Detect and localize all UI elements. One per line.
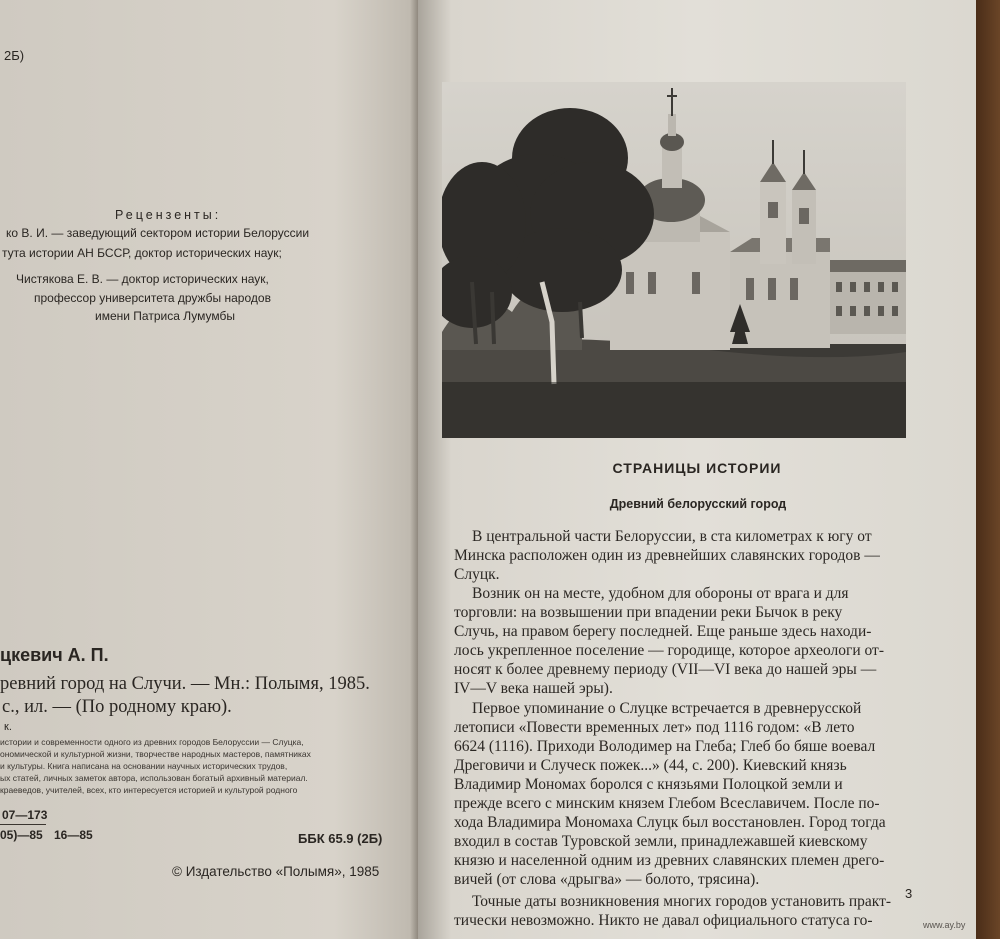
watermark: www.ay.by (923, 920, 966, 930)
right-page (418, 0, 976, 939)
cathedral-illustration (442, 82, 906, 438)
body-line: вичей (от слова «дрыгва» — болото, трясина). (454, 871, 760, 888)
body-line: Минска расположен один из древнейших славянских городов — (454, 547, 880, 564)
section-title: СТРАНИЦЫ ИСТОРИИ (612, 460, 782, 476)
book-title-line-2: с., ил. — (По родному краю). (2, 697, 232, 717)
annotation-line-3: и культуры. Книга написана на основании научных исторических трудов, (0, 761, 288, 771)
section-subtitle: Древний белорусский город (609, 497, 787, 511)
code-line-3: 16—85 (54, 828, 93, 842)
body-line: Владимир Мономах боролся с князьями Полоцкой земли и (454, 776, 843, 793)
body-line: тически невозможно. Никто не давал официального статуса го- (454, 912, 873, 929)
code-divider (0, 824, 46, 825)
body-line: торговли: на возвышении при впадении реки Бычок в реку (454, 604, 843, 621)
body-line: Дреговичи и Случеск пожек...» (44, с. 200). Киевский князь (454, 757, 847, 774)
body-line: Первое упоминание о Слуцке встречается в древнерусской (472, 700, 862, 717)
body-line: Слуцк. (454, 566, 500, 583)
body-line: Случь, на правом берегу последней. Еще раньше здесь находи- (454, 623, 872, 640)
reviewer1-line-2: тута истории АН БССР, доктор исторических наук; (2, 246, 282, 260)
bbk-code: ББК 65.9 (2Б) (298, 831, 383, 846)
body-line: В центральной части Белоруссии, в ста километрах к югу от (472, 528, 872, 545)
reviewer2-line-2: профессор университета дружбы народов (34, 291, 271, 305)
annotation-line-4: ых статей, личных заметок автора, использован богатый архивный материал. (0, 773, 308, 783)
left-page (0, 0, 418, 939)
body-line: носят к более древнему периоду (VII—VI века до нашей эры — (454, 661, 877, 678)
annotation-line-5: краеведов, учителей, всех, кто интересуется историей и культурой родного (0, 785, 298, 795)
body-line: 6624 (1116). Приходи Володимер на Глеба; Глеб бо бяше воевал (454, 738, 876, 755)
copyright-line: © Издательство «Полымя», 1985 (172, 864, 380, 879)
code-line-2: 05)—85 (0, 828, 43, 842)
body-line: хода Владимира Мономаха Слуцк был восстановлен. Город тогда (454, 814, 886, 831)
code-line-1: 07—173 (2, 808, 48, 822)
book-title-line-3: к. (4, 721, 12, 733)
page-number: 3 (905, 886, 913, 901)
body-line: лось укрепленное поселение — городище, которое археологи от- (454, 642, 884, 659)
annotation-line-1: истории и современности одного из древних городов Белоруссии — Слуцка, (0, 737, 304, 747)
top-code: 2Б) (4, 48, 25, 63)
author-name: цкевич А. П. (0, 645, 109, 665)
body-line: князю и населенной одним из древних славянских племен дрего- (454, 852, 885, 869)
body-line: прежде всего с минским князем Глебом Всеславичем. После по- (454, 795, 880, 812)
body-line: летописи «Повести временных лет» под 1116 годом: «В лето (454, 719, 855, 736)
body-line: входил в состав Туровской земли, принадлежавшей киевскому (454, 833, 868, 850)
reviewer2-line-1: Чистякова Е. В. — доктор исторических наук, (16, 272, 269, 286)
book-title-line-1: ревний город на Случи. — Мн.: Полымя, 1985. (0, 674, 370, 694)
reviewer1-line-1: ко В. И. — заведующий сектором истории Белоруссии (6, 226, 310, 240)
body-line: IV—V века нашей эры). (454, 680, 613, 697)
body-line: Точные даты возникновения многих городов установить практ- (472, 893, 892, 910)
cathedral-engraving-image (442, 82, 906, 438)
reviewer2-line-3: имени Патриса Лумумбы (95, 309, 235, 323)
annotation-line-2: ономической и культурной жизни, творчестве народных мастеров, памятниках (0, 749, 311, 759)
reviewers-heading: Рецензенты: (115, 208, 222, 222)
body-line: Возник он на месте, удобном для обороны от врага и для (472, 585, 849, 602)
